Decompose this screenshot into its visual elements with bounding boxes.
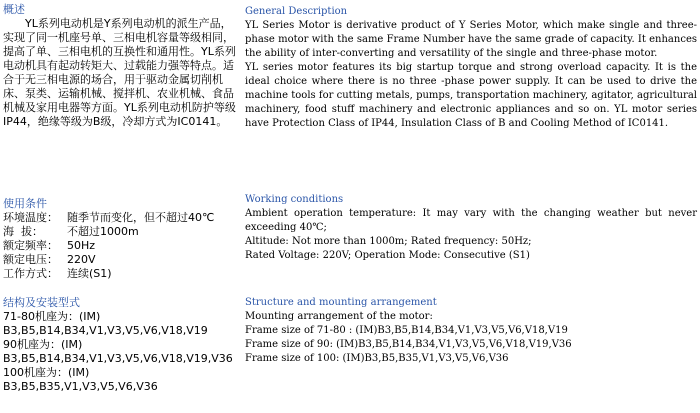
cn-condition-row (3, 267, 239, 281)
en-overview-section (245, 5, 697, 131)
cn-condition-value: 不超过1000m (67, 225, 139, 238)
cn-condition-label: 环境温度： (3, 211, 58, 224)
cn-overview-section (3, 3, 239, 129)
en-structure-line: Frame size of 71-80 : (IM)B3,B5,B14,B34,V1,V3,V5,V6,V18,V19 (245, 325, 568, 336)
cn-structure-line: 100机座为：(IM) (3, 366, 90, 379)
cn-overview-text: YL系列电动机是Y系列电动机的派生产品，实现了同一机座号单、三相电机容量等级相同，提高了单、三相电机的互换性和通用性。YL系列电动机具有起动转矩大、过载能力强等特点。适合于无三相电源的场合，用于驱动金属切削机床、泵类、运输机械、搅拌机、农业机械、食品机械及家用电器等方面。YL系列电动机防护等级IP44，绝缘等级为B级，冷却方式为IC0141。 (3, 17, 236, 128)
cn-structure-section (3, 296, 239, 394)
cn-structure-line: 71-80机座为：(IM) (3, 310, 101, 323)
cn-condition-value: 随季节而变化，但不超过40℃ (67, 211, 215, 224)
en-overview-heading: General Description (245, 6, 348, 17)
en-structure-line: Frame size of 90: (IM)B3,B5,B14,B34,V1,V3,V5,V6,V18,V19,V36 (245, 339, 572, 350)
cn-condition-row (3, 211, 239, 225)
cn-structure-line: 90机座为：(IM) (3, 338, 83, 351)
en-condition-line: Altitude: Not more than 1000m; Rated frequency: 50Hz; (245, 236, 532, 247)
cn-condition-value: 220V (67, 253, 96, 266)
en-condition-line: Rated Voltage: 220V; Operation Mode: Consecutive (S1) (245, 250, 530, 261)
en-structure-line: Mounting arrangement of the motor: (245, 311, 433, 322)
cn-condition-row (3, 225, 239, 239)
cn-condition-row (3, 239, 239, 253)
en-structure-section (245, 296, 697, 366)
cn-condition-value: 连续(S1) (67, 267, 112, 280)
cn-conditions-section (3, 197, 239, 281)
cn-overview-heading: 概述 (3, 3, 25, 16)
en-conditions-section (245, 193, 697, 263)
cn-structure-line: B3,B5,B35,V1,V3,V5,V6,V36 (3, 380, 158, 393)
en-structure-line: Frame size of 100: (IM)B3,B5,B35,V1,V3,V5,V6,V36 (245, 353, 509, 364)
cn-condition-label: 额定频率： (3, 239, 58, 252)
cn-structure-line: B3,B5,B14,B34,V1,V3,V5,V6,V18,V19 (3, 324, 208, 337)
en-overview-para2: YL series motor features its big startup torque and strong overload capacity. It is the ideal choice where there is no three -phase power supply. It can be used to drive the machine tools for cutting metals, pumps, transportation machinery, agitator, agricultural machinery, food stuff machinery and electronic appliances and so on. YL motor series have Protection Class of IP44, Insulation Class of B and Cooling Method of IC0141. (245, 62, 697, 129)
cn-structure-line: B3,B5,B14,B34,V1,V3,V5,V6,V18,V19,V36 (3, 352, 233, 365)
en-structure-heading: Structure and mounting arrangement (245, 297, 437, 308)
cn-condition-label: 海 拔： (3, 225, 43, 238)
en-condition-line: Ambient operation temperature: It may vary with the changing weather but never exceeding 40℃; (245, 208, 697, 233)
cn-condition-label: 额定电压： (3, 253, 58, 266)
en-conditions-heading: Working conditions (245, 194, 344, 205)
cn-condition-value: 50Hz (67, 239, 96, 252)
cn-structure-heading: 结构及安装型式 (3, 296, 80, 309)
cn-conditions-heading: 使用条件 (3, 197, 47, 210)
cn-condition-row (3, 253, 239, 267)
cn-condition-label: 工作方式： (3, 267, 58, 280)
en-overview-para1: YL Series Motor is derivative product of Y Series Motor, which make single and three-phase motor with the same Frame Number have the same grade of capacity. It enhances the ability of inter-converting and versatility of the single and three-phase motor. (245, 20, 697, 59)
